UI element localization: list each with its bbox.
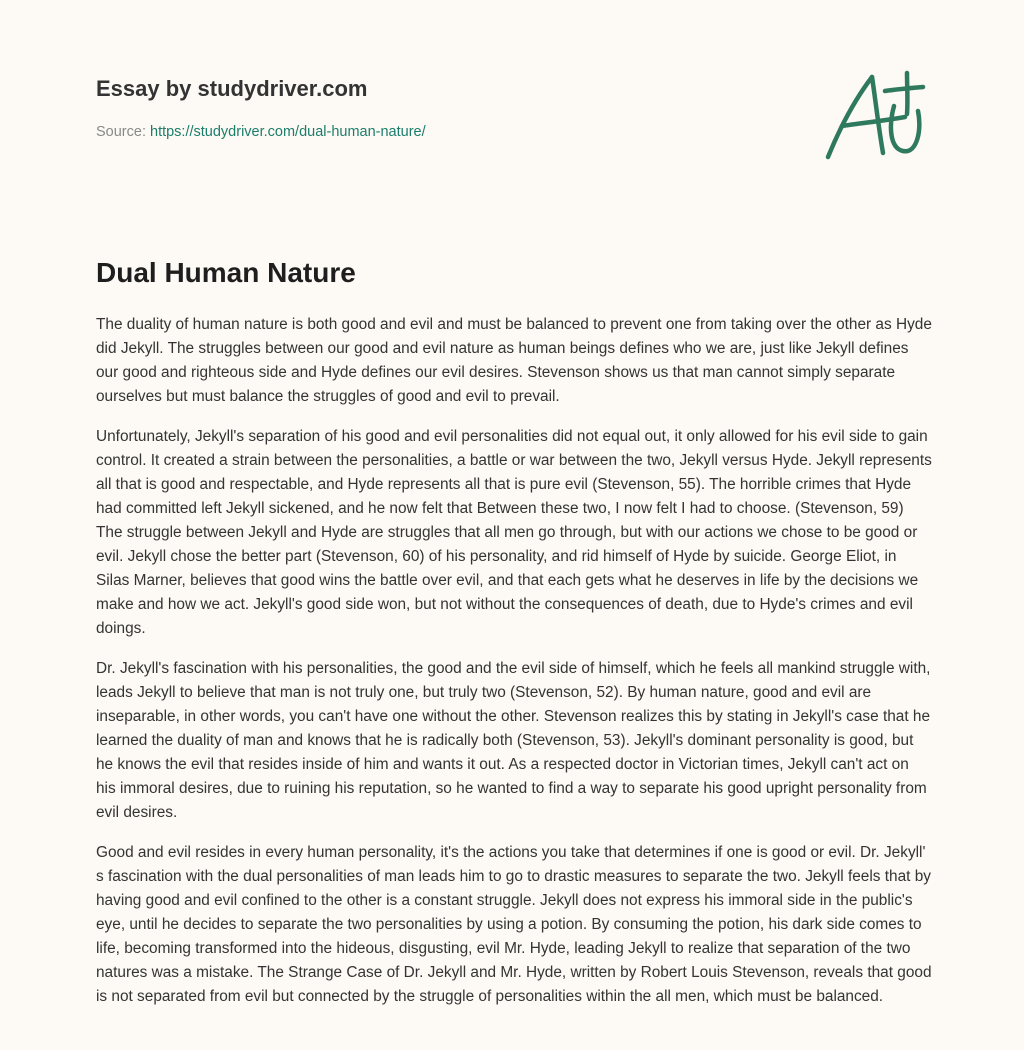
essay-body — [96, 313, 932, 1009]
page-header — [96, 0, 928, 200]
a-plus-logo-icon — [823, 68, 927, 164]
source-link[interactable]: https://studydriver.com/dual-human-nature/ — [150, 124, 426, 140]
essay-paragraph: The duality of human nature is both good and evil and must be balanced to prevent one from taking over the other as Hyde did Jekyll. The struggles between our good and evil nature as human beings defines who we are, just like Jekyll defines our good and righteous side and Hyde defines our evil desires. Stevenson shows us that man cannot simply separate ourselves but must balance the struggles of good and evil to prevail. — [96, 316, 932, 405]
source-line — [96, 122, 426, 142]
site-brand: Essay by studydriver.com — [96, 76, 368, 101]
essay-title: Dual Human Nature — [96, 257, 356, 288]
essay-paragraph: Dr. Jekyll's fascination with his personalities, the good and the evil side of himself, which he feels all mankind struggle with, leads Jekyll to believe that man is not truly one, but truly two (Stevenson, 52). By human nature, good and evil are inseparable, in other words, you can't have one without the other. Stevenson realizes this by stating in Jekyll's case that he learned the duality of man and knows that he is radically both (Stevenson, 53). Jekyll's dominant personality is good, but he knows the evil that resides inside of him and wants it out. As a respected doctor in Victorian times, Jekyll can't act on his immoral desires, due to ruining his reputation, so he wanted to find a way to separate his good upright personality from evil desires. — [96, 660, 931, 821]
essay-article — [96, 250, 932, 1025]
essay-paragraph: Good and evil resides in every human personality, it's the actions you take that determines if one is good or evil. Dr. Jekyll' s fascination with the dual personalities of man leads him to go to drastic measures to separate the two. Jekyll feels that by having good and evil confined to the other is a constant struggle. Jekyll does not express his immoral side in the public's eye, until he decides to separate the two personalities by using a potion. By consuming the potion, his dark side comes to life, becoming transformed into the hideous, disgusting, evil Mr. Hyde, leading Jekyll to realize that separation of the two natures was a mistake. The Strange Case of Dr. Jekyll and Mr. Hyde, written by Robert Louis Stevenson, reveals that good is not separated from evil but connected by the struggle of personalities within the all men, which must be balanced. — [96, 844, 932, 1005]
essay-paragraph: Unfortunately, Jekyll's separation of his good and evil personalities did not equal out, it only allowed for his evil side to gain control. It created a strain between the personalities, a battle or war between the two, Jekyll versus Hyde. Jekyll represents all that is good and respectable, and Hyde represents all that is pure evil (Stevenson, 55). The horrible crimes that Hyde had committed left Jekyll sickened, and he now felt that Between these two, I now felt I had to choose. (Stevenson, 59) The struggle between Jekyll and Hyde are struggles that all men go through, but with our actions we chose to be good or evil. Jekyll chose the better part (Stevenson, 60) of his personality, and rid himself of Hyde by suicide. George Eliot, in Silas Marner, believes that good wins the battle over evil, and that each gets what he deserves in life by the decisions we make and how we act. Jekyll's good side won, but not without the consequences of death, due to Hyde's crimes and evil doings. — [96, 428, 932, 637]
source-label: Source: — [96, 124, 150, 140]
